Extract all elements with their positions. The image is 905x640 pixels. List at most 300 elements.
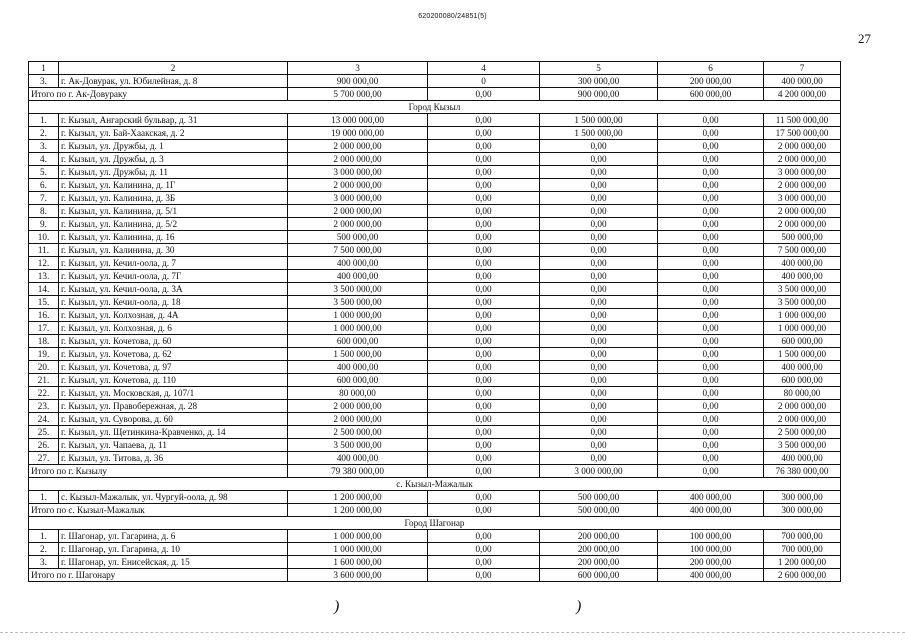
amount-cell: 0,00 [428,491,540,504]
section-title: с. Кызыл-Мажалык [29,478,841,491]
amount-cell: 2 000 000,00 [764,140,841,153]
amount-cell: 0,00 [428,322,540,335]
amount-cell: 500 000,00 [764,231,841,244]
row-number: 25. [29,426,59,439]
row-number: 23. [29,400,59,413]
amount-cell: 3 500 000,00 [764,439,841,452]
amount-cell: 0 [428,75,540,88]
amount-cell: 0,00 [658,439,764,452]
row-number: 3. [29,140,59,153]
amount-cell: 1 200 000,00 [288,491,428,504]
amount-cell: 0,00 [658,348,764,361]
amount-cell: 0,00 [658,140,764,153]
amount-cell: 17 500 000,00 [764,127,841,140]
amount-cell: 700 000,00 [764,543,841,556]
table-row [29,114,841,127]
amount-cell: 0,00 [428,231,540,244]
amount-cell: 0,00 [428,504,540,517]
amount-cell: 2 000 000,00 [288,400,428,413]
table-row [29,322,841,335]
address-cell: г. Кызыл, ул. Дружбы, д. 3 [59,153,288,166]
amount-cell: 0,00 [540,452,658,465]
table-row [29,452,841,465]
address-cell: г. Кызыл, ул. Колхозная, д. 6 [59,322,288,335]
table-row [29,374,841,387]
header-cell: 2 [59,62,288,75]
table-row [29,387,841,400]
amount-cell: 0,00 [658,296,764,309]
amount-cell: 3 500 000,00 [764,296,841,309]
address-cell: г. Шагонар, ул. Гагарина, д. 10 [59,543,288,556]
amount-cell: 0,00 [428,283,540,296]
amount-cell: 0,00 [658,166,764,179]
address-cell: г. Кызыл, ул. Кечил-оола, д. 7Г [59,270,288,283]
amount-cell: 0,00 [428,257,540,270]
table-row [29,530,841,543]
address-cell: г. Кызыл, ул. Калинина, д. 30 [59,244,288,257]
row-number: 20. [29,361,59,374]
amount-cell: 600 000,00 [658,88,764,101]
address-cell: г. Кызыл, ул. Бай-Хаакская, д. 2 [59,127,288,140]
amount-cell: 0,00 [540,231,658,244]
amount-cell: 0,00 [428,114,540,127]
amount-cell: 900 000,00 [288,75,428,88]
amount-cell: 2 000 000,00 [764,205,841,218]
address-cell: г. Кызыл, ул. Суворова, д. 60 [59,413,288,426]
amount-cell: 1 000 000,00 [288,322,428,335]
amount-cell: 1 500 000,00 [540,114,658,127]
row-number: 9. [29,218,59,231]
total-row [29,504,841,517]
amount-cell: 2 000 000,00 [288,179,428,192]
amount-cell: 0,00 [658,179,764,192]
amount-cell: 0,00 [658,374,764,387]
amount-cell: 3 000 000,00 [764,166,841,179]
amount-cell: 0,00 [428,296,540,309]
amount-cell: 0,00 [658,114,764,127]
address-cell: г. Кызыл, ул. Кочетова, д. 60 [59,335,288,348]
amount-cell: 2 000 000,00 [764,179,841,192]
amount-cell: 2 000 000,00 [288,153,428,166]
amount-cell: 0,00 [540,244,658,257]
amount-cell: 0,00 [540,309,658,322]
table-row [29,140,841,153]
row-number: 15. [29,296,59,309]
row-number: 6. [29,179,59,192]
amount-cell: 2 000 000,00 [288,140,428,153]
amount-cell: 0,00 [428,452,540,465]
amount-cell: 3 500 000,00 [288,296,428,309]
amount-cell: 100 000,00 [658,530,764,543]
amount-cell: 400 000,00 [288,361,428,374]
amount-cell: 0,00 [428,205,540,218]
handwritten-mark: ) [334,598,340,615]
amount-cell: 100 000,00 [658,543,764,556]
document-code: 620200080/24851(5) [418,13,487,20]
amount-cell: 5 700 000,00 [288,88,428,101]
header-cell: 3 [288,62,428,75]
amount-cell: 2 600 000,00 [764,569,841,582]
amount-cell: 400 000,00 [288,270,428,283]
amount-cell: 0,00 [540,426,658,439]
amount-cell: 2 000 000,00 [764,413,841,426]
total-row [29,88,841,101]
amount-cell: 0,00 [658,270,764,283]
amount-cell: 0,00 [540,205,658,218]
amount-cell: 0,00 [540,192,658,205]
address-cell: с. Кызыл-Мажалык, ул. Чургуй-оола, д. 98 [59,491,288,504]
scan-edge-line [0,632,905,634]
section-title: Город Кызыл [29,101,841,114]
table-row [29,257,841,270]
address-cell: г. Кызыл, ул. Кочетова, д. 110 [59,374,288,387]
row-number: 3. [29,556,59,569]
amount-cell: 1 500 000,00 [540,127,658,140]
amount-cell: 0,00 [658,192,764,205]
row-number: 4. [29,153,59,166]
section-row [29,478,841,491]
total-row [29,465,841,478]
amount-cell: 0,00 [658,257,764,270]
amount-cell: 0,00 [658,452,764,465]
table-row [29,166,841,179]
address-cell: г. Кызыл, ул. Щетинкина-Кравченко, д. 14 [59,426,288,439]
row-number: 8. [29,205,59,218]
amount-cell: 3 500 000,00 [288,283,428,296]
amount-cell: 3 000 000,00 [540,465,658,478]
amount-cell: 7 500 000,00 [764,244,841,257]
total-row [29,569,841,582]
amount-cell: 400 000,00 [288,452,428,465]
amount-cell: 0,00 [428,439,540,452]
table-row [29,361,841,374]
row-number: 11. [29,244,59,257]
row-number: 10. [29,231,59,244]
row-number: 21. [29,374,59,387]
row-number: 22. [29,387,59,400]
total-label: Итого по с. Кызыл-Мажалык [29,504,288,517]
row-number: 1. [29,114,59,127]
row-number: 2. [29,127,59,140]
amount-cell: 0,00 [428,88,540,101]
amount-cell: 0,00 [540,439,658,452]
amount-cell: 0,00 [428,465,540,478]
amount-cell: 1 000 000,00 [764,309,841,322]
amount-cell: 0,00 [658,322,764,335]
amount-cell: 0,00 [540,140,658,153]
amount-cell: 13 000 000,00 [288,114,428,127]
amount-cell: 0,00 [428,244,540,257]
amount-cell: 600 000,00 [540,569,658,582]
amount-cell: 0,00 [540,348,658,361]
header-cell: 4 [428,62,540,75]
row-number: 24. [29,413,59,426]
amount-cell: 500 000,00 [288,231,428,244]
amount-cell: 3 000 000,00 [288,192,428,205]
amount-cell: 2 000 000,00 [288,413,428,426]
row-number: 2. [29,543,59,556]
amount-cell: 0,00 [428,270,540,283]
row-number: 13. [29,270,59,283]
address-cell: г. Кызыл, ул. Правобережная, д. 28 [59,400,288,413]
table-header-row [29,62,841,75]
amount-cell: 2 500 000,00 [288,426,428,439]
amount-cell: 0,00 [658,387,764,400]
amount-cell: 300 000,00 [540,75,658,88]
address-cell: г. Кызыл, ул. Калинина, д. 1Г [59,179,288,192]
row-number: 18. [29,335,59,348]
address-cell: г. Кызыл, ул. Кечил-оола, д. 3А [59,283,288,296]
row-number: 14. [29,283,59,296]
amount-cell: 0,00 [540,335,658,348]
amount-cell: 1 200 000,00 [764,556,841,569]
table-row [29,244,841,257]
amount-cell: 0,00 [658,244,764,257]
table-row [29,348,841,361]
amount-cell: 0,00 [658,426,764,439]
amount-cell: 600 000,00 [764,335,841,348]
table-row [29,556,841,569]
row-number: 5. [29,166,59,179]
row-number: 26. [29,439,59,452]
amount-cell: 0,00 [540,322,658,335]
budget-table [28,61,841,582]
address-cell: г. Кызыл, ул. Дружбы, д. 11 [59,166,288,179]
amount-cell: 0,00 [428,153,540,166]
amount-cell: 0,00 [428,569,540,582]
amount-cell: 200 000,00 [658,75,764,88]
address-cell: г. Кызыл, ул. Дружбы, д. 1 [59,140,288,153]
amount-cell: 0,00 [428,166,540,179]
amount-cell: 300 000,00 [764,504,841,517]
address-cell: г. Шагонар, ул. Гагарина, д. 6 [59,530,288,543]
amount-cell: 0,00 [540,374,658,387]
amount-cell: 0,00 [428,335,540,348]
amount-cell: 3 000 000,00 [764,192,841,205]
address-cell: г. Кызыл, ул. Титова, д. 36 [59,452,288,465]
row-number: 3. [29,75,59,88]
address-cell: г. Ак-Довурак, ул. Юбилейная, д. 8 [59,75,288,88]
amount-cell: 0,00 [658,218,764,231]
table-row [29,296,841,309]
amount-cell: 400 000,00 [764,452,841,465]
row-number: 7. [29,192,59,205]
amount-cell: 400 000,00 [658,504,764,517]
address-cell: г. Кызыл, ул. Калинина, д. 3Б [59,192,288,205]
table-row [29,205,841,218]
table-row [29,400,841,413]
address-cell: г. Кызыл, ул. Кочетова, д. 62 [59,348,288,361]
amount-cell: 0,00 [428,413,540,426]
row-number: 12. [29,257,59,270]
amount-cell: 500 000,00 [540,491,658,504]
table-row [29,179,841,192]
address-cell: г. Кызыл, ул. Колхозная, д. 4А [59,309,288,322]
amount-cell: 11 500 000,00 [764,114,841,127]
table-row [29,426,841,439]
table-row [29,218,841,231]
amount-cell: 80 000,00 [288,387,428,400]
amount-cell: 2 000 000,00 [764,400,841,413]
amount-cell: 400 000,00 [288,257,428,270]
amount-cell: 0,00 [428,556,540,569]
table-row [29,153,841,166]
amount-cell: 0,00 [658,231,764,244]
amount-cell: 900 000,00 [540,88,658,101]
amount-cell: 600 000,00 [288,374,428,387]
amount-cell: 400 000,00 [764,75,841,88]
amount-cell: 0,00 [428,530,540,543]
amount-cell: 0,00 [428,179,540,192]
address-cell: г. Кызыл, ул. Калинина, д. 16 [59,231,288,244]
amount-cell: 1 000 000,00 [288,543,428,556]
section-row [29,517,841,530]
amount-cell: 1 000 000,00 [288,309,428,322]
amount-cell: 0,00 [658,413,764,426]
amount-cell: 0,00 [658,153,764,166]
amount-cell: 200 000,00 [540,530,658,543]
amount-cell: 0,00 [428,387,540,400]
amount-cell: 0,00 [540,400,658,413]
amount-cell: 80 000,00 [764,387,841,400]
amount-cell: 500 000,00 [540,504,658,517]
amount-cell: 2 000 000,00 [288,205,428,218]
amount-cell: 400 000,00 [764,257,841,270]
amount-cell: 0,00 [428,374,540,387]
table-row [29,75,841,88]
section-title: Город Шагонар [29,517,841,530]
amount-cell: 0,00 [540,296,658,309]
handwritten-mark: ) [576,598,582,615]
amount-cell: 0,00 [540,413,658,426]
table-row [29,309,841,322]
amount-cell: 0,00 [428,192,540,205]
table-row [29,439,841,452]
row-number: 19. [29,348,59,361]
amount-cell: 200 000,00 [540,543,658,556]
header-cell: 6 [658,62,764,75]
amount-cell: 0,00 [658,283,764,296]
amount-cell: 0,00 [540,257,658,270]
amount-cell: 0,00 [540,153,658,166]
amount-cell: 700 000,00 [764,530,841,543]
table-row [29,192,841,205]
table-row [29,231,841,244]
amount-cell: 0,00 [540,179,658,192]
address-cell: г. Кызыл, ул. Чапаева, д. 11 [59,439,288,452]
table-row [29,413,841,426]
amount-cell: 0,00 [428,140,540,153]
table-row [29,283,841,296]
amount-cell: 1 200 000,00 [288,504,428,517]
amount-cell: 400 000,00 [764,270,841,283]
amount-cell: 0,00 [428,218,540,231]
amount-cell: 0,00 [428,426,540,439]
amount-cell: 3 500 000,00 [288,439,428,452]
address-cell: г. Шагонар, ул. Енисейская, д. 15 [59,556,288,569]
address-cell: г. Кызыл, ул. Калинина, д. 5/1 [59,205,288,218]
row-number: 27. [29,452,59,465]
address-cell: г. Кызыл, ул. Кечил-оола, д. 7 [59,257,288,270]
amount-cell: 0,00 [428,127,540,140]
amount-cell: 400 000,00 [658,569,764,582]
table-row [29,270,841,283]
amount-cell: 19 000 000,00 [288,127,428,140]
amount-cell: 600 000,00 [764,374,841,387]
address-cell: г. Кызыл, ул. Кочетова, д. 97 [59,361,288,374]
amount-cell: 0,00 [540,270,658,283]
amount-cell: 2 000 000,00 [764,153,841,166]
amount-cell: 0,00 [428,361,540,374]
row-number: 1. [29,491,59,504]
amount-cell: 0,00 [540,218,658,231]
amount-cell: 3 500 000,00 [764,283,841,296]
amount-cell: 0,00 [658,361,764,374]
amount-cell: 7 500 000,00 [288,244,428,257]
amount-cell: 200 000,00 [540,556,658,569]
amount-cell: 3 600 000,00 [288,569,428,582]
header-cell: 1 [29,62,59,75]
table-row [29,491,841,504]
section-row [29,101,841,114]
address-cell: г. Кызыл, ул. Московская, д. 107/1 [59,387,288,400]
amount-cell: 600 000,00 [288,335,428,348]
amount-cell: 2 000 000,00 [288,218,428,231]
amount-cell: 79 380 000,00 [288,465,428,478]
amount-cell: 0,00 [658,309,764,322]
total-label: Итого по г. Кызылу [29,465,288,478]
amount-cell: 0,00 [658,335,764,348]
table-row [29,543,841,556]
amount-cell: 1 000 000,00 [764,322,841,335]
total-label: Итого по г. Ак-Довураку [29,88,288,101]
amount-cell: 400 000,00 [764,361,841,374]
row-number: 16. [29,309,59,322]
amount-cell: 0,00 [540,361,658,374]
amount-cell: 0,00 [428,400,540,413]
amount-cell: 200 000,00 [658,556,764,569]
table-row [29,335,841,348]
amount-cell: 0,00 [658,205,764,218]
amount-cell: 0,00 [428,348,540,361]
amount-cell: 0,00 [540,166,658,179]
amount-cell: 1 500 000,00 [288,348,428,361]
amount-cell: 2 000 000,00 [764,218,841,231]
amount-cell: 2 500 000,00 [764,426,841,439]
row-number: 17. [29,322,59,335]
row-number: 1. [29,530,59,543]
amount-cell: 0,00 [540,283,658,296]
amount-cell: 1 600 000,00 [288,556,428,569]
amount-cell: 0,00 [658,465,764,478]
amount-cell: 0,00 [428,543,540,556]
amount-cell: 400 000,00 [658,491,764,504]
amount-cell: 3 000 000,00 [288,166,428,179]
header-cell: 7 [764,62,841,75]
amount-cell: 0,00 [428,309,540,322]
address-cell: г. Кызыл, ул. Калинина, д. 5/2 [59,218,288,231]
amount-cell: 4 200 000,00 [764,88,841,101]
address-cell: г. Кызыл, Ангарский бульвар, д. 31 [59,114,288,127]
amount-cell: 0,00 [658,400,764,413]
address-cell: г. Кызыл, ул. Кечил-оола, д. 18 [59,296,288,309]
amount-cell: 1 500 000,00 [764,348,841,361]
table-row [29,127,841,140]
amount-cell: 300 000,00 [764,491,841,504]
amount-cell: 0,00 [658,127,764,140]
header-cell: 5 [540,62,658,75]
amount-cell: 1 000 000,00 [288,530,428,543]
